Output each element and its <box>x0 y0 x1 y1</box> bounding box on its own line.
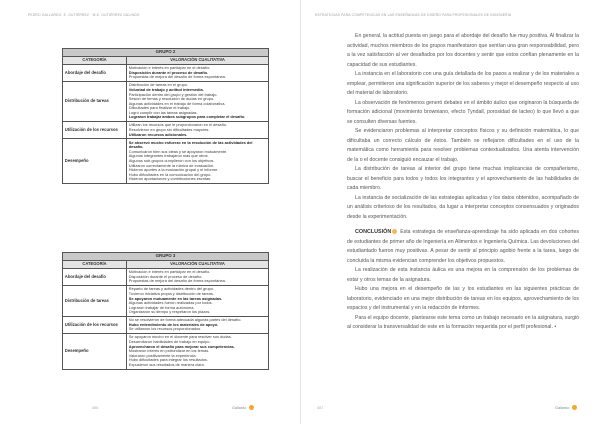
conclusion-heading: CONCLUSIÓN <box>355 229 392 235</box>
running-head-right: ESTRATEGIAS PARA COMPETENCIAS EN LAS ENSEÑANZAS DE DISEÑO PARA PROFESIONALES DE INGENIERÍA <box>315 13 512 17</box>
value-line: Desarrollaron habilidades de trabajo en equipo. <box>128 339 211 344</box>
value-line: Se observó mucho esfuerzo en la resolución de las actividades del desafío. <box>128 139 253 150</box>
category-cell: Desempeño <box>63 334 127 370</box>
brand-logo-icon <box>572 405 577 410</box>
value-line: Participación dentro del grupo y gestión del trabajo. <box>128 91 218 97</box>
value-line: Se apoyaron mutuamente en las tareas asignadas. <box>128 295 223 301</box>
value-cell <box>127 122 269 139</box>
value-line: Hubo dificultades para integrar los resultados. <box>128 357 208 363</box>
category-cell: Desempeño <box>63 139 127 184</box>
value-line: Disposición durante el proceso de desafío. <box>128 69 209 75</box>
table-row <box>63 64 269 81</box>
value-line: Mostraron interés en profundizar en los temas. <box>128 348 210 354</box>
table-row <box>63 334 269 370</box>
value-line: Comunicaron bien sus ideas y se apoyaron mutuamente. <box>128 148 228 154</box>
brand-logo-icon <box>249 405 254 410</box>
value-line: Expusieron sus resultados de manera clara. <box>128 361 205 367</box>
value-line: Utilizaron correctamente la rúbrica de evaluación. <box>128 162 215 168</box>
paragraph: La observación de fenómenos generó debates en el ámbito áulico que originaron la búsqueda de formación adicional (movimiento browniano, efecto Tyndall, porosidad de lacteo) lo que llevó a que se consulten diversas fuentes. <box>347 99 579 125</box>
group-2-table <box>62 48 269 184</box>
value-cell <box>127 334 269 370</box>
value-line: Hubo entendimiento de los materiales de apoyo. <box>128 321 219 327</box>
table-group-title: GRUPO 2 <box>63 49 269 57</box>
footer-right <box>317 406 323 410</box>
value-line: Resolvieron en grupo sin dificultades mayores. <box>128 127 210 133</box>
value-line: Motivación e interés en participar en el desafío. <box>128 269 211 275</box>
value-line: Utilizaron recursos adicionales. <box>128 131 188 137</box>
right-page <box>300 0 600 424</box>
value-cell <box>127 268 269 285</box>
category-cell: Abordaje del desafío <box>63 268 127 285</box>
value-line: Se utilizaron los recursos proporcionados. <box>128 326 202 332</box>
value-line: Lograron trabajar de forma autónoma. <box>128 304 195 310</box>
value-line: Voluntad de trabajo y actitud intermedia. <box>128 86 204 92</box>
value-line: Reparto de tareas y actividades dentro del grupo. <box>128 286 215 292</box>
value-cell <box>127 286 269 317</box>
value-line: Motivación e interés en participar en el desafío. <box>128 65 211 71</box>
value-line: Disposición durante el proceso de desafío. <box>128 273 203 279</box>
table-group-title: GRUPO 3 <box>63 253 269 261</box>
footer-left <box>92 406 98 410</box>
footer-brand-left <box>232 405 254 410</box>
category-cell: Utilización de los recursos <box>63 122 127 139</box>
value-line: Sesión de temas y resolución de dudas en grupo. <box>128 96 215 102</box>
value-line: Se apoyaron mucho en el docente para resolver sus dudas. <box>128 334 232 340</box>
table-row <box>63 268 269 285</box>
table-row <box>63 122 269 139</box>
conclusion-bullet-icon <box>392 229 397 234</box>
group-3-table <box>62 252 269 370</box>
conclusion-text: Esta estrategia de enseñanza-aprendizaje ha sido aplicada en dos cohortes de estudiantes de primer año de Ingeniería en Alimentos e Ingeniería Química. Las devoluciones del estudiantado fueron muy positivas. A pesar de sentir al principio agobio frente a la tarea, luego de concluida la misma evidencian comprender los objetivos propuestos. <box>347 229 579 264</box>
value-line: No se resolvieron de forma adecuada algunas partes del desafío. <box>128 317 242 323</box>
column-header-value: VALORACIÓN CUALITATIVA <box>127 57 269 65</box>
value-line: Tuvieron iniciativa propia y distribución de tareas. <box>128 290 214 296</box>
value-line: Propuestas de mejora del desafío de forma espontánea. <box>128 74 226 80</box>
value-line: Utilizan los recursos que le proporcionaron en el desafío. <box>128 122 227 128</box>
category-cell: Distribución de tareas <box>63 286 127 317</box>
value-line: Aprovecharon el desafío para mejorar sus competencias. <box>128 343 235 349</box>
value-line: Algunas actividades en el trabajo de forma colaborativa. <box>128 100 226 106</box>
value-line: Hubo dificultades en la comunicación del grupo. <box>128 171 212 177</box>
table-row <box>63 139 269 184</box>
column-header-value: VALORACIÓN CUALITATIVA <box>127 261 269 269</box>
value-line: Dificultades para finalizar el trabajo. <box>128 105 191 111</box>
paragraph: La instancia de socialización de las estrategias aplicadas y los datos obtenidos, acompañado de un análisis criterioso de los resultados, da lugar a interpretar conceptos consensuados y originados desde la experimentación. <box>347 194 579 220</box>
running-head-left: PEDRO GALLARDO, E. GUTIÉRREZ · M.E. GUTIÉRREZ GALINDO <box>28 13 140 17</box>
value-line: Distribución de tareas en el grupo. <box>128 82 189 88</box>
value-line: Lograron trabajar ambos subgrupos para completar el desafío. <box>128 114 246 120</box>
page-number: 456 <box>92 406 99 410</box>
value-cell <box>127 64 269 81</box>
table-row <box>63 82 269 122</box>
brand-name: Gallardo <box>232 405 247 410</box>
value-line: Hicieron aportaciones y contribuciones escritas. <box>128 176 212 182</box>
value-cell <box>127 82 269 122</box>
value-line: Valoraron positivamente la experiencia. <box>128 352 197 358</box>
paragraph: La realización de esta instancia áulica es una mejora en la comprensión de los problemas de estar y otros temas de la asignatura. <box>347 267 579 283</box>
value-cell <box>127 139 269 184</box>
table-row <box>63 317 269 334</box>
column-header-category: CATEGORÍA <box>63 57 127 65</box>
value-line: Propuestas de mejora del desafío de forma espontánea. <box>128 278 226 284</box>
paragraph: Se evidenciaron problemas al interpretar conceptos físicos y su definición matemática, lo que dificultaba un correcto cálculo de éstos. También se reflejaron dificultades en el uso de la matemática como herramienta para resolver problemas contextualizados. Una atenta intervención de la o el docente consiguió encauzar el trabajo. <box>347 128 579 163</box>
paragraph: La distribución de tareas al interior del grupo tiene muchas implicancias de compañerismo, buscar el beneficio para todos y todos los integrantes y el aprovechamiento de las habilidades de cada miembro. <box>347 166 579 191</box>
value-line: Hicieron aportes a la evaluación grupal y el informe. <box>128 167 219 173</box>
value-line: Algunas actividades fueron realizadas por todos. <box>128 300 213 306</box>
paragraph: En general, la actitud puesta en juego para el abordaje del desafío fue muy positiva. Al finalizar la actividad, muchos miembros de los grupos manifestaron que sentían una gran responsabilidad, pero a la vez satisfacción al ver desafiados por los docentes y sentir que estos confían plenamente en la capacidad de sus estudiantes. <box>347 33 579 68</box>
value-line: Logró cumplir con las tareas asignadas. <box>128 109 198 115</box>
page-number: 457 <box>317 406 324 410</box>
value-cell <box>127 317 269 334</box>
footer-brand-right <box>555 405 577 410</box>
body-text <box>347 32 579 333</box>
category-cell: Abordaje del desafío <box>63 64 127 81</box>
value-line: Algunos sub-grupos cumplieron con los objetivos. <box>128 157 215 163</box>
category-cell: Distribución de tareas <box>63 82 127 122</box>
value-line: Organizaron su tiempo y respetaron los plazos. <box>128 309 211 315</box>
paragraph: Para el equipo docente, plantearse este tema como un trabajo necesario en la asignatura, surgió al considerar la transversalidad de este en la formación requerida por el perfil profesional. • <box>347 314 579 330</box>
column-header-category: CATEGORÍA <box>63 261 127 269</box>
brand-name: Gallardo <box>555 405 570 410</box>
category-cell: Utilización de los recursos <box>63 317 127 334</box>
conclusion-paragraph <box>347 228 579 266</box>
paragraph: Hubo una mejora en el desempeño de las y los estudiantes en las siguientes prácticas de laboratorio, evidenciado en una mejor distribución de tareas en los equipos, aprovechamiento de los espacios y del instrumental y en la redacción de informes. <box>347 286 579 311</box>
value-line: Algunos integrantes trabajaron más que otros. <box>128 153 209 159</box>
paragraph: La instancia en el laboratorio con una guía detallada de los pasos a realizar y de los materiales a emplear, permitieron una significación superior de los saberes y mejor el desempeño respecto al uso del material de laboratorio. <box>347 71 579 96</box>
table-row <box>63 286 269 317</box>
